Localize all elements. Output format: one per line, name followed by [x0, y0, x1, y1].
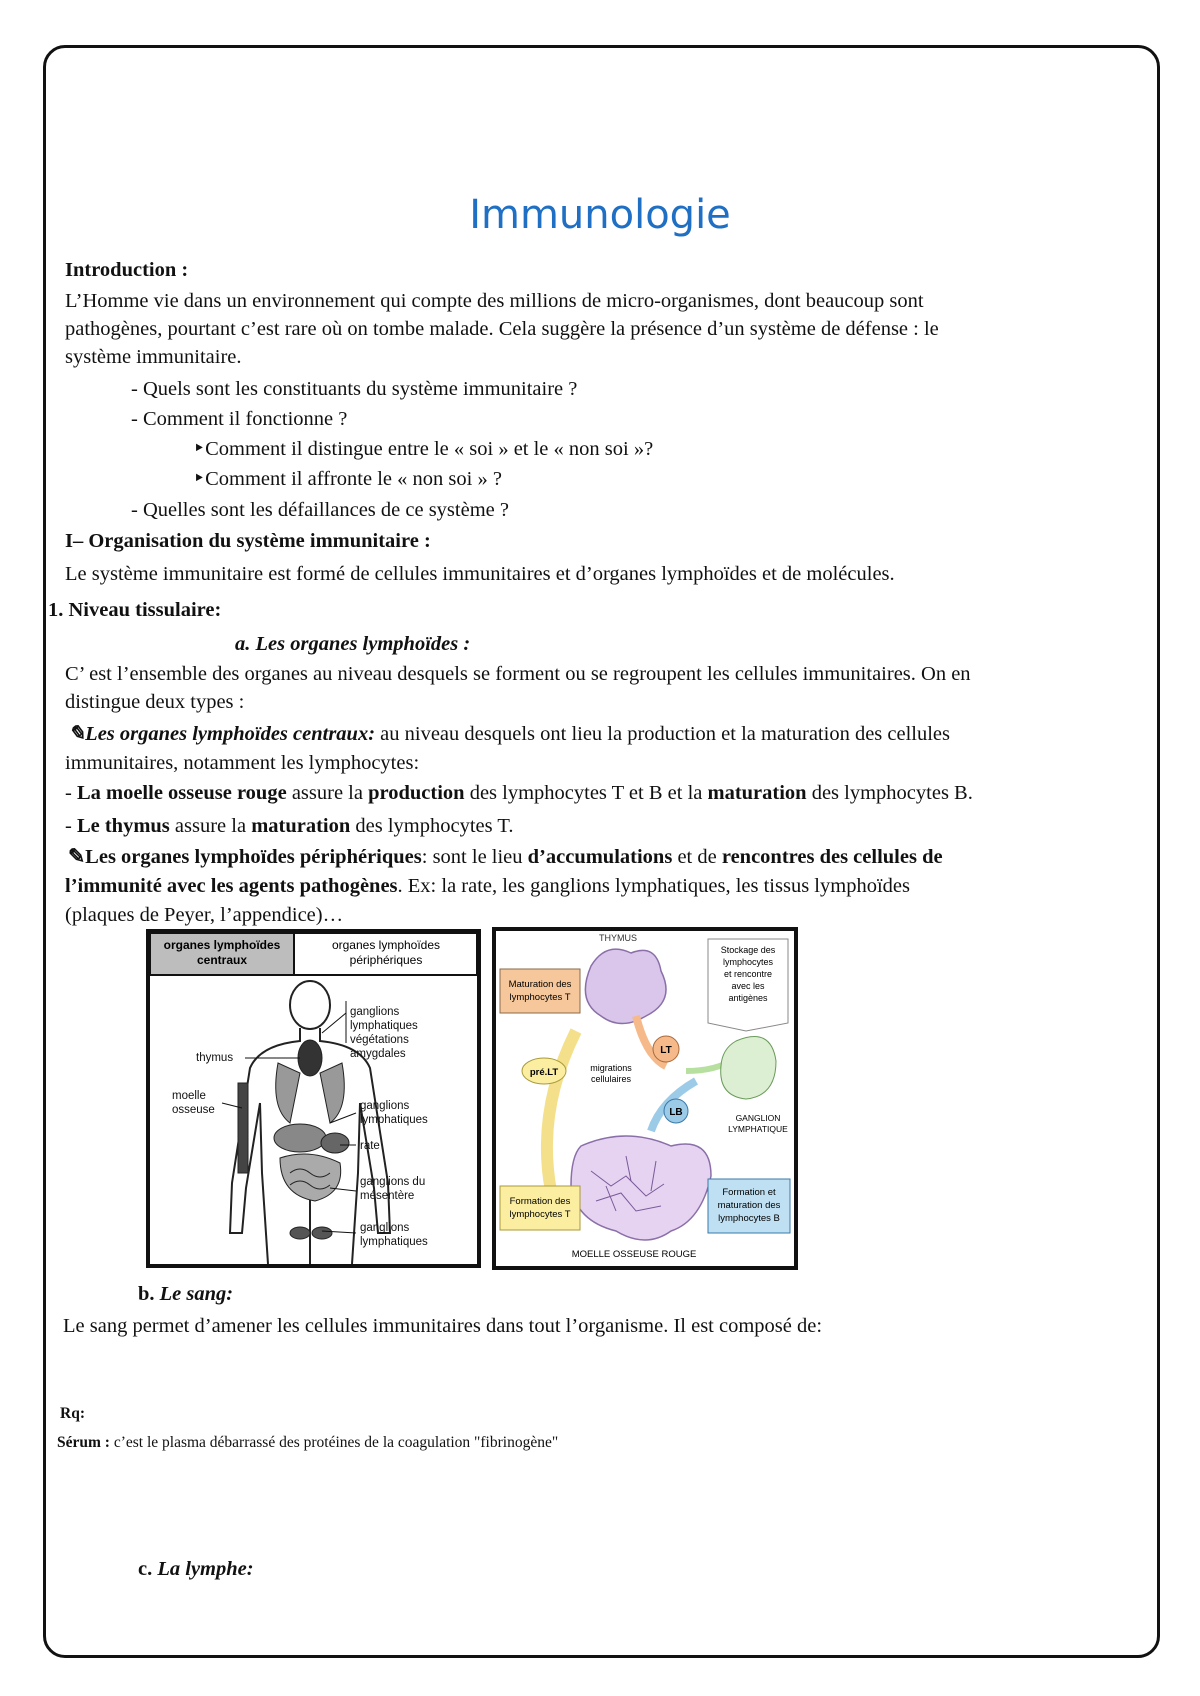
fig2-thymus: THYMUS [599, 933, 637, 943]
moelle-production: production [368, 782, 465, 804]
sang-text: Le sang permet d’amener les cellules immunitaires dans tout l’organisme. Il est composé de: [63, 1315, 823, 1337]
periph-text-1: : sont le lieu [421, 846, 528, 868]
fig1-ganglions1-d: amygdales [350, 1048, 406, 1060]
moelle-line [65, 779, 973, 807]
centraux-label: ✎Les organes lymphoïdes centraux: [68, 723, 376, 745]
thymus-line [65, 812, 514, 840]
fig2-stockage-b: lymphocytes [722, 957, 774, 967]
fig2-formation-t-a: Formation des [509, 1196, 571, 1207]
periph-accumulations: d’accumulations [527, 846, 673, 868]
moelle-dash: - [65, 782, 77, 804]
periph-immunite: l’immunité avec les agents pathogènes [65, 875, 398, 897]
lymphe-title: La lymphe: [152, 1558, 254, 1580]
fig1-col2-line1: organes lymphoïdes [331, 938, 441, 952]
sang-letter: b. [138, 1283, 155, 1305]
periph-line-2 [65, 872, 910, 900]
fig1-col1-line1: organes lymphoïdes [163, 938, 281, 952]
organes-heading: a. Les organes lymphoïdes : [235, 633, 471, 655]
fig2-formation-b-c: lymphocytes B [718, 1213, 780, 1224]
question-2b: ‣Comment il affronte le « non soi » ? [193, 468, 502, 490]
formation-t-box [500, 1186, 580, 1230]
fig2-formation-t-b: lymphocytes T [509, 1209, 571, 1220]
lymphe-letter: c. [138, 1558, 153, 1580]
figure-lymphocyte-migration-svg [496, 931, 794, 1266]
lymphe-heading [138, 1555, 254, 1583]
centraux-line [68, 720, 950, 748]
fig2-prelt: pré.LT [529, 1067, 559, 1078]
moelle-term: La moelle osseuse rouge [76, 782, 287, 804]
fig1-col1-line2: centraux [196, 953, 248, 967]
periph-label: ✎Les organes lymphoïdes périphériques [68, 846, 422, 868]
question-3: - Quelles sont les défaillances de ce système ? [131, 499, 509, 521]
sang-heading [138, 1280, 233, 1308]
organes-line-2: distingue deux types : [65, 691, 245, 713]
fig2-stockage-c: et rencontre [723, 969, 773, 979]
fig1-moelle-b: osseuse [172, 1104, 215, 1116]
fig2-migrations-b: cellulaires [590, 1074, 632, 1084]
moelle-text-2: des lymphocytes T et B et la [464, 782, 708, 804]
question-1: - Quels sont les constituants du système immunitaire ? [131, 378, 578, 400]
ganglion-shape [721, 1037, 776, 1100]
thymus-text-2: des lymphocytes T. [350, 815, 514, 837]
intro-heading: Introduction : [65, 259, 189, 281]
serum-label: Sérum : [57, 1434, 110, 1451]
thymus-dash: - [65, 815, 77, 837]
thymus-text-1: assure la [169, 815, 252, 837]
thymus-shape [585, 949, 666, 1023]
organes-line-1: C’ est l’ensemble des organes au niveau desquels se forment ou se regroupent les cellules immunitaires. On en [65, 663, 971, 685]
niveau-heading: 1. Niveau tissulaire: [48, 599, 222, 621]
periph-line-3: (plaques de Peyer, l’appendice)… [65, 904, 344, 926]
fig1-mesentere-a: ganglions du [360, 1176, 426, 1188]
fig1-ganglions1-b: lymphatiques [350, 1020, 418, 1032]
page-title: Immunologie [469, 192, 731, 238]
moelle-text-1: assure la [286, 782, 369, 804]
fig1-ganglions2-b: lymphatiques [360, 1114, 428, 1126]
fig2-maturation-t-a: Maturation des [508, 979, 572, 990]
fig1-ganglions1-a: ganglions [350, 1006, 400, 1018]
fig1-ganglions1-c: végétations [350, 1034, 409, 1046]
fig1-thymus: thymus [196, 1052, 234, 1064]
periph-example: . Ex: la rate, les ganglions lymphatiques, les tissus lymphoïdes [397, 875, 910, 897]
figure-lymphocyte-migration [492, 927, 798, 1270]
fig2-maturation-t-b: lymphocytes T [509, 992, 571, 1003]
moelle-text-3: des lymphocytes B. [806, 782, 973, 804]
periph-line-1 [68, 843, 943, 871]
figure-lymphoid-organs [146, 929, 481, 1268]
fig2-stockage-e: antigènes [728, 993, 768, 1003]
fig2-moelle: MOELLE OSSEUSE ROUGE [571, 1249, 697, 1260]
centraux-text: au niveau desquels ont lieu la production et la maturation des cellules [375, 723, 951, 745]
question-2: - Comment il fonctionne ? [131, 408, 348, 430]
periph-text-2: et de [672, 846, 722, 868]
fig2-formation-b-a: Formation et [722, 1187, 776, 1198]
thymus-term: Le thymus [76, 815, 170, 837]
serum-text: c’est le plasma débarrassé des protéines de la coagulation "fibrinogène" [109, 1434, 559, 1451]
fig2-ganglion-a: GANGLION [735, 1113, 781, 1123]
periph-rencontres: rencontres des cellules de [721, 846, 943, 868]
thymus-maturation: maturation [251, 815, 351, 837]
fig2-formation-b-b: maturation des [717, 1200, 781, 1211]
fig1-col2-line2: périphériques [349, 953, 423, 967]
intro-line-2: pathogènes, pourtant c’est rare où on tombe malade. Cela suggère la présence d’un système de défense : le [65, 318, 939, 340]
fig2-lb: LB [669, 1107, 683, 1118]
bone-marrow-shape [571, 1136, 711, 1240]
fig1-ganglions3-b: lymphatiques [360, 1236, 428, 1248]
moelle-bone [238, 1083, 248, 1173]
fig2-ganglion-b: LYMPHATIQUE [728, 1124, 788, 1134]
fig1-ganglions2-a: ganglions [360, 1100, 410, 1112]
question-2a: ‣Comment il distingue entre le « soi » et le « non soi »? [193, 438, 654, 460]
moelle-maturation: maturation [707, 782, 807, 804]
fig1-mesentere-b: mésentère [360, 1190, 415, 1202]
maturation-t-box [500, 969, 580, 1013]
fig1-ganglions3-a: ganglions [360, 1222, 410, 1234]
section1-heading: I– Organisation du système immunitaire : [65, 530, 431, 552]
intro-line-1: L’Homme vie dans un environnement qui compte des millions de micro-organismes, dont beaucoup sont [65, 290, 924, 312]
fig2-stockage-d: avec les [731, 981, 765, 991]
fig1-rate: rate [360, 1140, 380, 1152]
centraux-line-2: immunitaires, notamment les lymphocytes: [65, 752, 420, 774]
intro-line-3: système immunitaire. [65, 346, 242, 368]
thymus-organ [298, 1040, 322, 1076]
rq-label: Rq: [60, 1405, 85, 1422]
serum-line [57, 1434, 558, 1452]
section1-text: Le système immunitaire est formé de cellules immunitaires et d’organes lymphoïdes et de molécules. [65, 563, 895, 585]
rate-organ [321, 1133, 349, 1153]
fig2-migrations-a: migrations [590, 1063, 632, 1073]
sang-title: Le sang: [154, 1283, 234, 1305]
fig1-moelle-a: moelle [172, 1090, 206, 1102]
figure-lymphoid-organs-svg [150, 933, 477, 1264]
fig2-lt: LT [660, 1045, 672, 1056]
fig2-stockage-a: Stockage des [720, 945, 776, 955]
